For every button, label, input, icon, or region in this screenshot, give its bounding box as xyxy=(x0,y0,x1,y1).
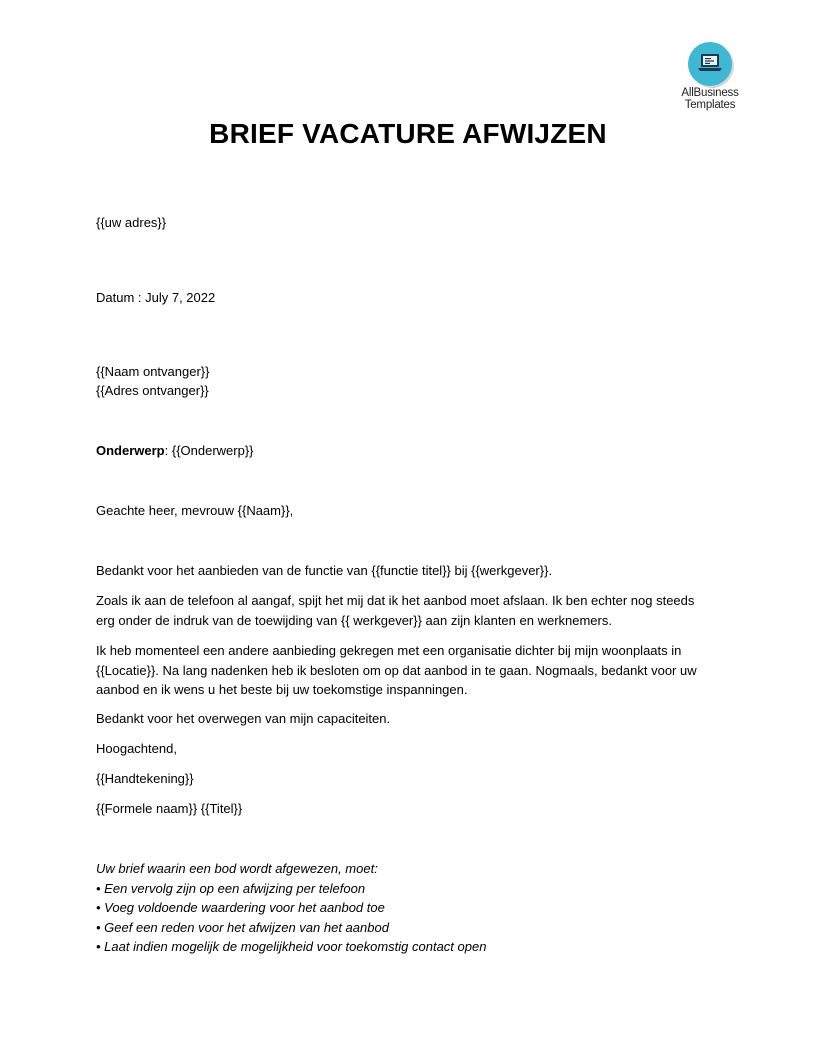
allbusiness-logo xyxy=(672,42,748,111)
paragraph-line: Zoals ik aan de telefoon al aangaf, spijt het mij dat ik het aanbod moet afslaan. Ik ben echter nog steeds xyxy=(96,593,695,608)
recipient-name: {{Naam ontvanger}} xyxy=(96,364,210,379)
paragraph-line: Ik heb momenteel een andere aanbieding gekregen met een organisatie dichter bij mijn woonplaats in xyxy=(96,643,682,658)
logo-badge xyxy=(688,42,732,86)
document-title: BRIEF VACATURE AFWIJZEN xyxy=(209,118,607,149)
paragraph-line: {{Locatie}}. Na lang nadenken heb ik besloten om op dat aanbod in te gaan. Nogmaals, bedankt voor uw xyxy=(96,662,697,678)
logo-text xyxy=(672,87,748,111)
paragraph-line: erg onder de indruk van de toewijding van {{ werkgever}} aan zijn klanten en werknemers. xyxy=(96,612,612,628)
body-paragraph-1: Bedankt voor het aanbieden van de functie van {{functie titel}} bij {{werkgever}}. xyxy=(96,563,553,578)
notes-item: • Voeg voldoende waardering voor het aanbod toe xyxy=(96,900,385,915)
notes-section xyxy=(96,859,726,957)
sender-address: {{uw adres}} xyxy=(96,215,167,230)
body-paragraph-2 xyxy=(96,591,726,630)
paragraph-line: aanbod en ik wens u het beste bij uw toekomstige inspanningen. xyxy=(96,682,468,697)
closing: Hoogachtend, xyxy=(96,741,177,756)
signature-placeholder: {{Handtekening}} xyxy=(96,771,194,786)
subject-label: Onderwerp xyxy=(96,443,165,458)
recipient-address: {{Adres ontvanger}} xyxy=(96,383,209,398)
body-paragraph-3 xyxy=(96,641,726,700)
logo-brand-line1: AllBusiness xyxy=(681,87,739,99)
notes-heading: Uw brief waarin een bod wordt afgewezen, moet: xyxy=(96,861,378,876)
notes-item: • Een vervolg zijn op een afwijzing per telefoon xyxy=(96,880,366,896)
subject-value: : {{Onderwerp}} xyxy=(164,443,254,458)
date-line: Datum : July 7, 2022 xyxy=(96,290,216,305)
laptop-icon xyxy=(697,52,723,74)
formal-name: {{Formele naam}} {{Titel}} xyxy=(96,801,243,816)
notes-item: • Geef een reden voor het afwijzen van het aanbod xyxy=(96,919,389,935)
notes-item: • Laat indien mogelijk de mogelijkheid voor toekomstig contact open xyxy=(96,939,487,954)
body-paragraph-4: Bedankt voor het overwegen van mijn capaciteiten. xyxy=(96,711,391,726)
subject-line xyxy=(96,441,254,461)
salutation: Geachte heer, mevrouw {{Naam}}, xyxy=(96,503,294,518)
logo-brand-line2: Templates xyxy=(684,99,736,111)
